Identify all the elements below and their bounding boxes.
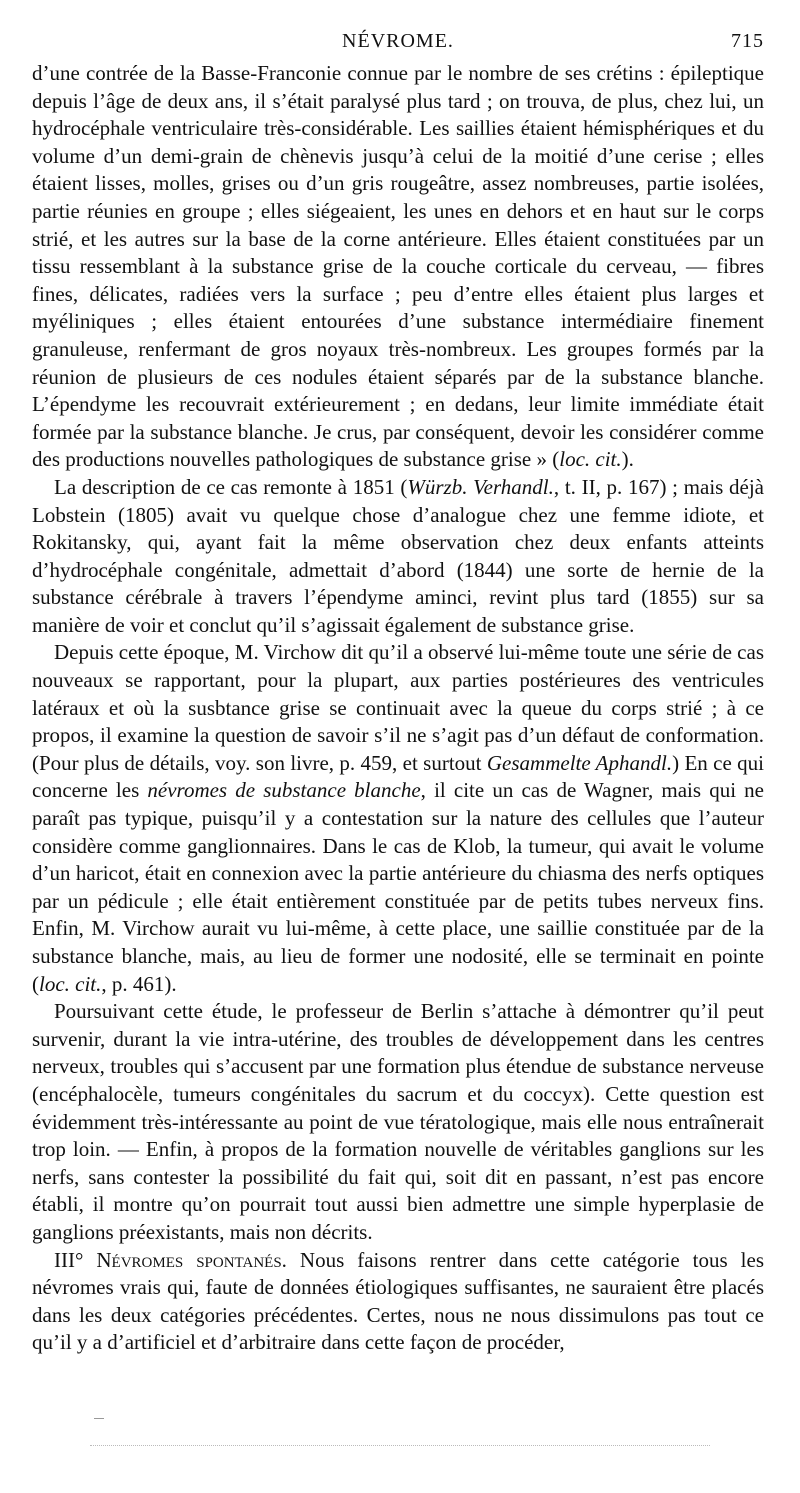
smallcaps-heading: Névromes spontanés. (96, 1247, 287, 1272)
text-run: , p. 461). (101, 971, 177, 996)
italic-text: névromes de substance blanche (147, 778, 421, 803)
italic-text: loc. cit. (39, 971, 102, 996)
italic-text: loc. cit. (559, 447, 622, 472)
body-text (32, 60, 764, 1357)
text-run: , t. II, p. 167) ; mais déjà Lobstein (1805) avait vu quelque chose d’analogue chez une femme idiote, et Rokitansky, qui, ayant fait la même observation chez deux enfants atteints d’hydrocéphale congénitale, admettait d’abord (1844) une sorte de hernie de la substance cérébrale à travers l’épendyme aminci, revint plus tard (1855) sur sa manière de voir et conclut qu’il s’agissait également de substance grise. (32, 474, 764, 637)
print-mark (94, 1418, 104, 1419)
page-number: 715 (731, 30, 764, 52)
text-run: III° (54, 1247, 97, 1272)
page-bottom-noise (90, 1445, 710, 1448)
paragraph (32, 1247, 764, 1357)
text-run: Depuis cette époque, M. Virchow dit qu’il a observé lui-même toute une série de cas nouveaux se rapportant, pour la plupart, aux parties postérieures des ventricules latéraux et où la susbtance grise se continuait avec la queue du corps strié ; à ce propos, il examine la question de savoir s’il ne s’agit pas d’un défaut de conformation. (Pour plus de détails, voy. son livre, p. 459, et surtout (32, 640, 764, 775)
text-run: Poursuivant cette étude, le professeur de Berlin s’attache à démontrer qu’il peut survenir, durant la vie intra-utérine, des troubles de développement dans les centres nerveux, troubles qui s’accusent par une formation plus étendue de substance nerveuse (encéphalocèle, tumeurs congénitales du sacrum et du coccyx). Cette question est évidemment très-intéressante au point de vue tératologique, mais elle nous entraînerait trop loin. — Enfin, à propos de la formation nouvelle de véritables ganglions sur les nerfs, sans contester la possibilité du fait qui, soit dit en passant, n’est pas encore établi, il montre qu’on pourrait tout aussi bien admettre une simple hyperplasie de ganglions préexistants, mais non décrits. (32, 999, 764, 1244)
paragraph (32, 998, 764, 1246)
italic-text: Gesammelte Aphandl. (486, 750, 673, 775)
italic-text: Würzb. Verhandl. (407, 474, 554, 499)
text-run: Nous faisons rentrer dans cette catégorie tous les névromes vrais qui, faute de données étiologiques suffisantes, ne sauraient être placés dans les deux catégories précédentes. Certes, nous ne nous dissimulons pas tout ce qu’il y a d’artificiel et d’arbitraire dans cette façon de procéder, (32, 1247, 764, 1355)
text-run: d’une contrée de la Basse-Franconie connue par le nombre de ses crétins : épileptique depuis l’âge de deux ans, il s’était paralysé plus tard ; on trouva, de plus, chez lui, un hydrocéphale ventriculaire très-considérable. Les saillies étaient hémisphériques et du volume d’un demi-grain de chènevis jusqu’à celui de la moitié d’une cerise ; elles étaient lisses, molles, grises ou d’un gris rougeâtre, assez nombreuses, partie isolées, partie réunies en groupe ; elles siégeaient, les unes en dehors et en haut sur le corps strié, et les autres sur la base de la corne antérieure. Elles étaient constituées par un tissu ressemblant à la substance grise de la couche corticale du cerveau, — fibres fines, délicates, radiées vers la surface ; peu d’entre elles étaient plus larges et myéliniques ; elles étaient entourées d’une substance intermédiaire finement granuleuse, renfermant de gros noyaux très-nombreux. Les groupes formés par la réunion de plusieurs de ces nodules étaient séparés par de la substance blanche. L’épendyme les recouvrait extérieurement ; en dedans, leur limite immédiate était formée par la substance blanche. Je crus, par conséquent, devoir les considérer comme des productions nouvelles pathologiques de substance grise » ( (32, 61, 764, 472)
running-header (32, 30, 764, 58)
paragraph (32, 639, 764, 998)
text-run: , il cite un cas de Wagner, mais qui ne paraît pas typique, puisqu’il y a contestation sur la nature des cellules que l’auteur considère comme ganglionnaires. Dans le cas de Klob, la tumeur, qui avait le volume d’un haricot, était en connexion avec la partie antérieure du chiasma des nerfs optiques par un pédicule ; elle était entièrement constituée par de petits tubes nerveux fins. Enfin, M. Virchow aurait vu lui-même, à cette place, une saillie constituée par de la substance blanche, mais, au lieu de former une nodosité, elle se terminait en pointe ( (32, 778, 764, 996)
text-run: ). (621, 447, 634, 472)
text-run: La description de ce cas remonte à 1851 ( (54, 474, 408, 499)
paragraph (32, 60, 764, 474)
text-run: ) En ce qui concerne les (32, 750, 764, 803)
paragraph (32, 474, 764, 640)
running-title: NÉVROME. (342, 30, 454, 52)
